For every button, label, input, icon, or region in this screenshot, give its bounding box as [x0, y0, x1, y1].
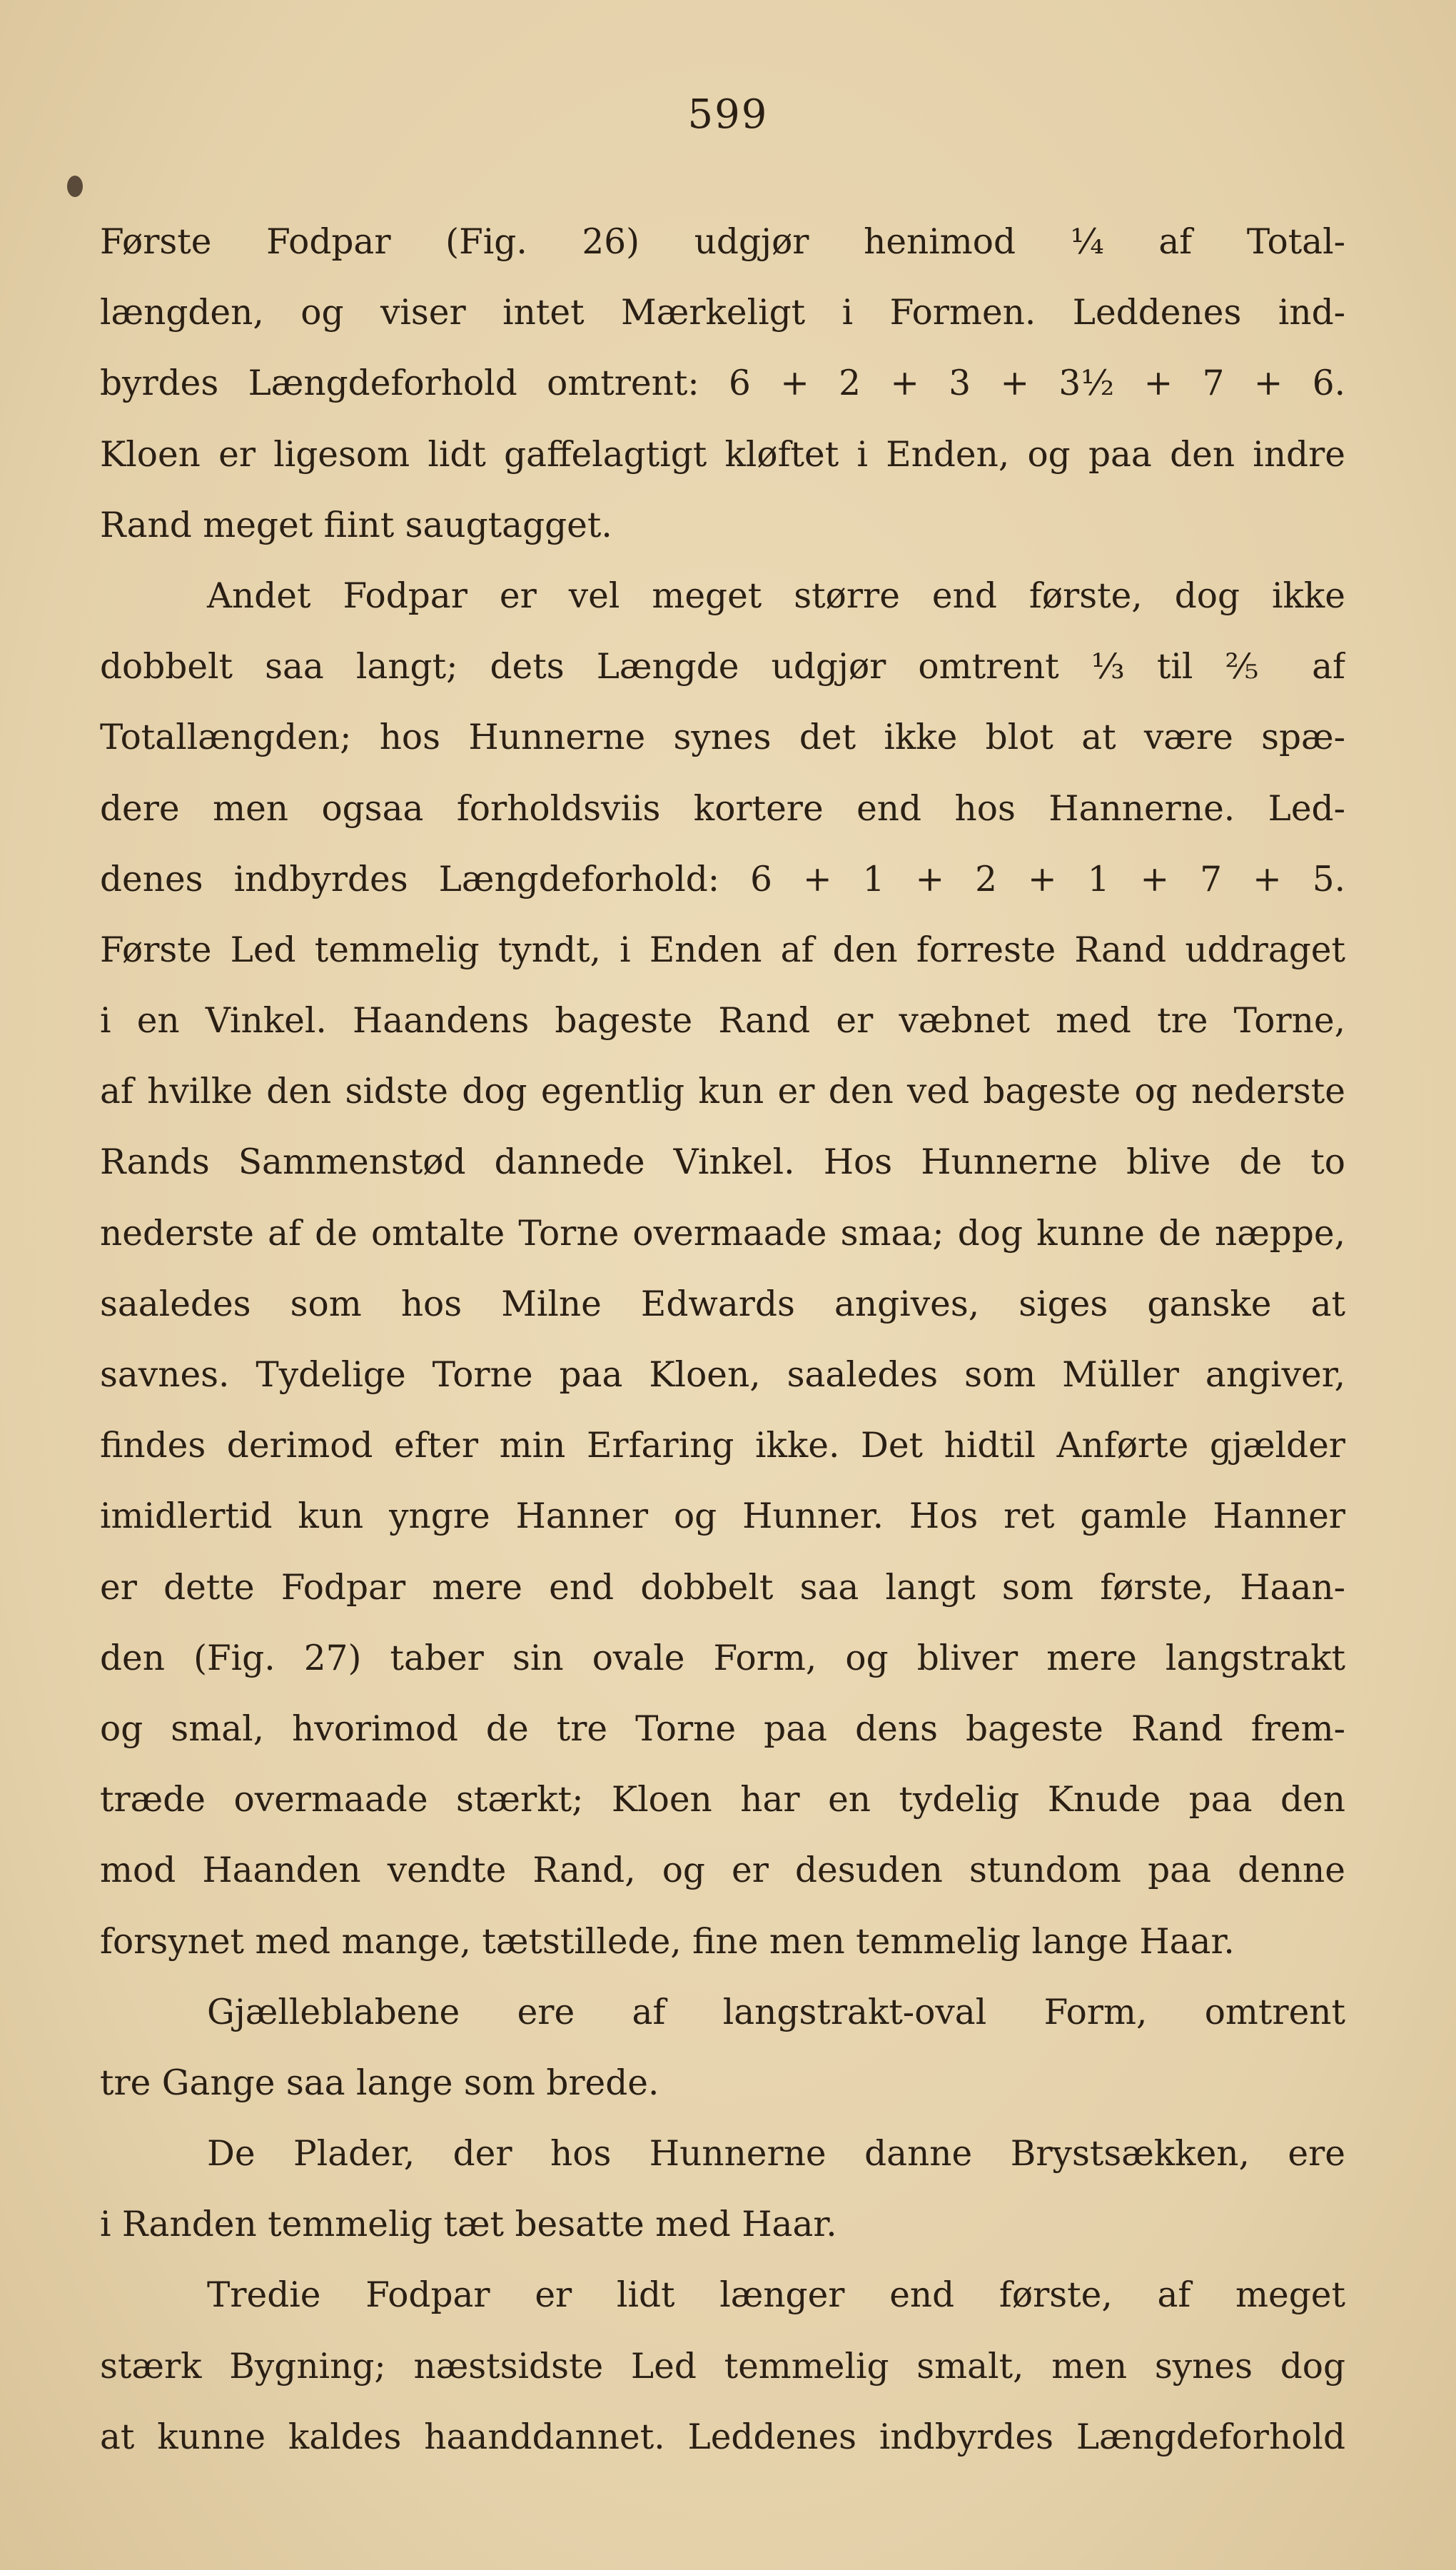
text-line: mod Haanden vendte Rand, og er desuden stundom paa denne	[100, 1850, 1345, 1891]
text-line: Rand meget fiint saugtagget.	[100, 505, 612, 545]
text-line: imidlertid kun yngre Hanner og Hunner. Hos ret gamle Hanner	[100, 1496, 1345, 1537]
text-line: Andet Fodpar er vel meget større end første, dog ikke	[207, 575, 1345, 616]
text-line: findes derimod efter min Erfaring ikke. Det hidtil Anførte gjælder	[100, 1426, 1345, 1466]
page-number: 599	[687, 91, 769, 138]
text-line: De Plader, der hos Hunnerne danne Brystsækken, ere	[207, 2134, 1345, 2175]
text-line: Totallængden; hos Hunnerne synes det ikke blot at være spæ-	[100, 717, 1345, 758]
text-line: i en Vinkel. Haandens bageste Rand er væbnet med tre Torne,	[100, 1001, 1345, 1042]
text-line: dobbelt saa langt; dets Længde udgjør omtrent ⅓ til ⅖ af	[100, 647, 1345, 687]
text-line: træde overmaade stærkt; Kloen har en tydelig Knude paa den	[100, 1780, 1345, 1820]
text-line: Første Led temmelig tyndt, i Enden af den forreste Rand uddraget	[100, 929, 1345, 970]
text-line: nederste af de omtalte Torne overmaade smaa; dog kunne de næppe,	[100, 1213, 1345, 1254]
text-line: Rands Sammenstød dannede Vinkel. Hos Hunnerne blive de to	[100, 1142, 1345, 1183]
text-line: er dette Fodpar mere end dobbelt saa langt som første, Haan-	[100, 1567, 1345, 1608]
text-line: Første Fodpar (Fig. 26) udgjør henimod ¼ af Total-	[100, 222, 1345, 262]
text-line: af hvilke den sidste dog egentlig kun er den ved bageste og nederste	[100, 1072, 1345, 1112]
body-text	[100, 207, 1345, 2473]
text-line: forsynet med mange, tætstillede, fine men temmelig lange Haar.	[100, 1921, 1235, 1962]
text-line: i Randen temmelig tæt besatte med Haar.	[100, 2204, 837, 2245]
text-line: tre Gange saa lange som brede.	[100, 2062, 659, 2103]
text-line: stærk Bygning; næstsidste Led temmelig smalt, men synes dog	[100, 2346, 1345, 2387]
text-line: Tredie Fodpar er lidt længer end første, af meget	[207, 2275, 1345, 2316]
text-line: savnes. Tydelige Torne paa Kloen, saaledes som Müller angiver,	[100, 1355, 1345, 1395]
text-line: saaledes som hos Milne Edwards angives, siges ganske at	[100, 1284, 1345, 1324]
text-line: Gjælleblabene ere af langstrakt-oval Form, omtrent	[207, 1992, 1345, 2032]
ink-spot	[67, 176, 83, 197]
text-line: at kunne kaldes haanddannet. Leddenes indbyrdes Længdeforhold	[100, 2417, 1345, 2457]
text-line: denes indbyrdes Længdeforhold: 6 + 1 + 2 + 1 + 7 + 5.	[100, 859, 1345, 900]
text-line: byrdes Længdeforhold omtrent: 6 + 2 + 3 + 3½ + 7 + 6.	[100, 363, 1345, 404]
text-line: længden, og viser intet Mærkeligt i Formen. Leddenes ind-	[100, 293, 1345, 333]
text-line: Kloen er ligesom lidt gaffelagtigt kløftet i Enden, og paa den indre	[100, 434, 1345, 475]
text-line: og smal, hvorimod de tre Torne paa dens bageste Rand frem-	[100, 1708, 1345, 1749]
text-line: den (Fig. 27) taber sin ovale Form, og bliver mere langstrakt	[100, 1638, 1345, 1678]
text-line: dere men ogsaa forholdsviis kortere end hos Hannerne. Led-	[100, 788, 1345, 829]
